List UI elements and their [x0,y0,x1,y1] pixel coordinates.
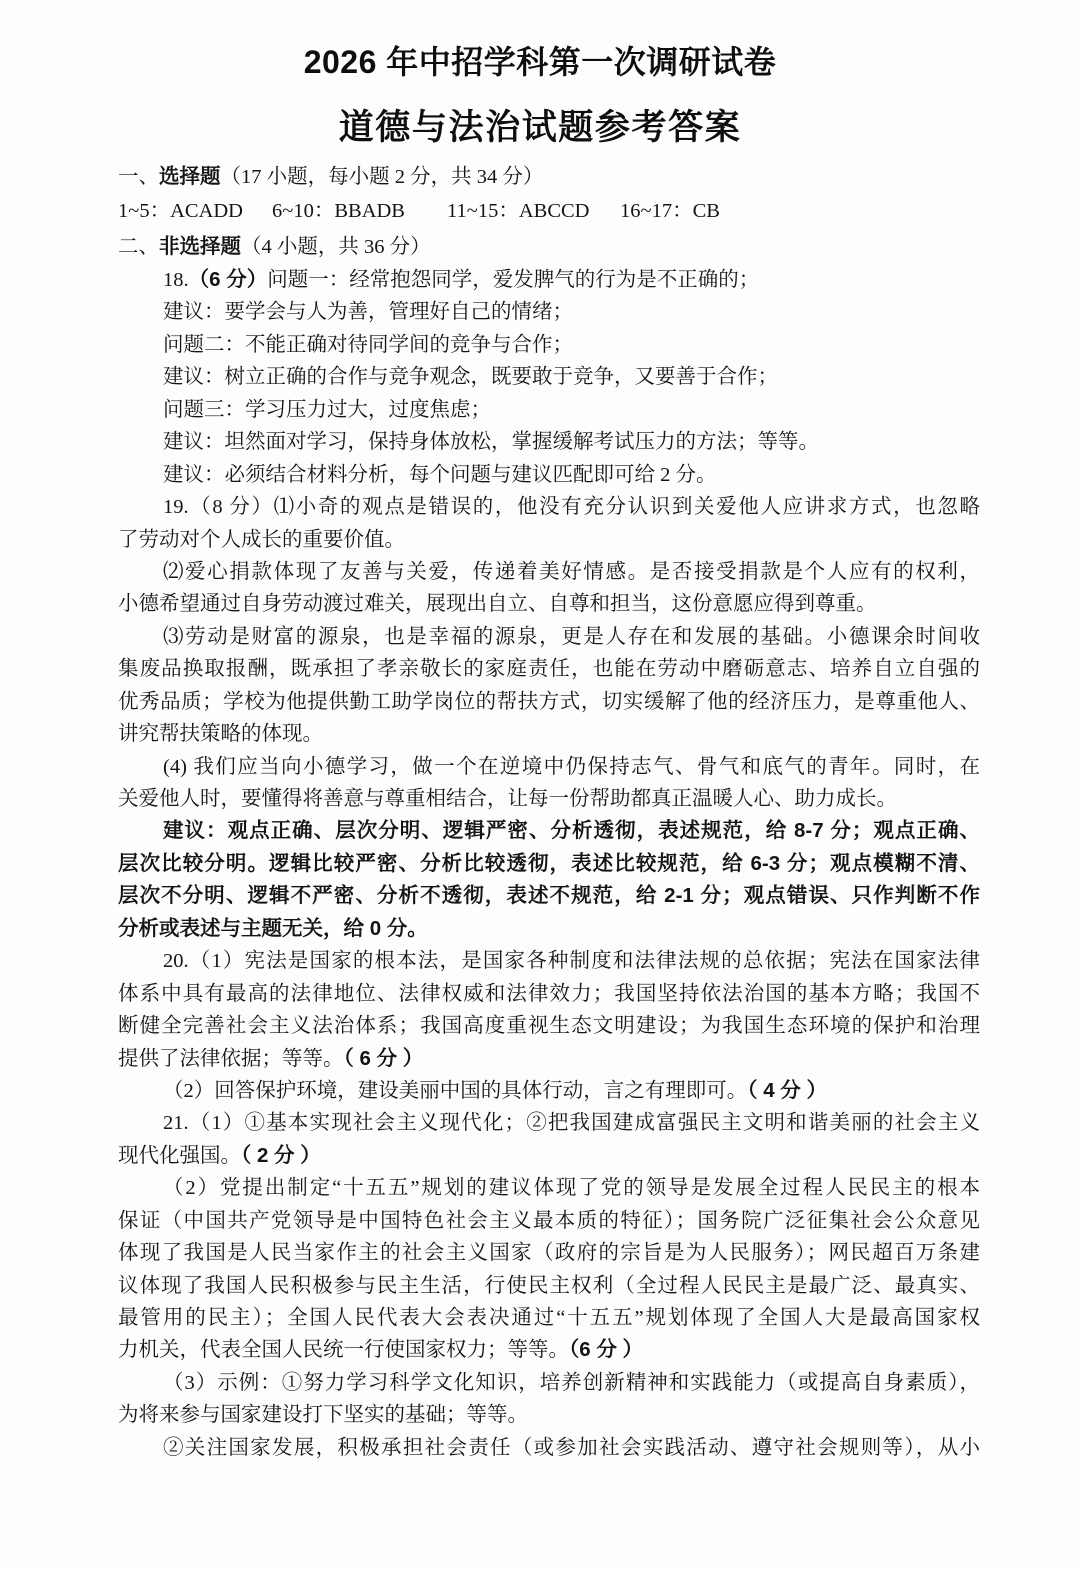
answer-range: 11~15： [447,200,519,222]
answer-line: 讲究帮扶策略的体现。 [118,723,323,746]
answer-text: 问题一：经常抱怨同学，爱发脾气的行为是不正确的； [267,269,760,291]
answer-range: 6~10： [272,200,335,222]
grading-criteria-line: 层次比较分明。逻辑比较严密、分析比较透彻，表述比较规范，给 6-3 分；观点模糊不清、 [118,851,980,875]
question-21 [118,1107,980,1464]
section-scoring: （17 小题，每小题 2 分，共 34 分） [220,166,544,188]
section-index: 二、 [118,236,159,258]
answer-keys: CB [692,200,720,222]
answer-line: ②关注国家发展，积极承担社会责任（或参加社会实践活动、遵守社会规则等），从小 [163,1436,980,1459]
answer-line: 建议：要学会与人为善，管理好自己的情绪； [163,301,573,324]
score-label: （ 4 分 ） [747,1078,827,1102]
answer-line: 最管用的民主）；全国人民代表大会表决通过“十五五”规划体现了全国人大是最高国家权 [118,1307,980,1329]
answer-line [118,1043,980,1075]
answer-line: 了劳动对个人成长的重要价值。 [118,528,405,551]
answer-group [620,194,720,229]
answer-line: 断健全完善社会主义法治体系；我国高度重视生态文明建设；为我国生态环境的保护和治理 [118,1015,980,1038]
grading-criteria-line: 分析或表述与主题无关，给 0 分。 [118,916,428,940]
section-heading-non-choice [118,229,980,264]
answer-line: 议体现了我国人民积极参与民主生活，行使民主权利（全过程人民民主是最广泛、最真实、 [118,1274,980,1297]
answer-line: 建议：树立正确的合作与竞争观念，既要敢于竞争，又要善于合作； [163,366,778,389]
answer-line: 保证（中国共产党领导是中国特色社会主义最本质的特征）；国务院广泛征集社会公众意见 [118,1209,980,1232]
question-20 [118,945,980,1107]
question-19 [118,491,980,945]
answer-line: 建议：必须结合材料分析，每个问题与建议匹配即可给 2 分。 [163,463,717,486]
answer-line: （3）示例：①努力学习科学文化知识，培养创新精神和实践能力（或提高自身素质）， [163,1371,980,1394]
answer-line: 为将来参与国家建设打下坚实的基础；等等。 [118,1404,528,1427]
answer-line: 问题二：不能正确对待同学间的竞争与合作； [163,333,573,356]
question-number: 18. [163,269,189,291]
answer-line [118,1075,980,1107]
section-heading-choice [118,159,980,194]
answer-keys: ABCCD [518,200,590,222]
answer-keys: ACADD [170,200,243,222]
answer-text: 现代化强国。 [118,1144,241,1167]
section-index: 一、 [118,166,159,188]
answer-group [447,194,589,229]
answer-line: 20.（1）宪法是国家的根本法，是国家各种制度和法律法规的总依据；宪法在国家法律 [163,950,980,973]
answer-line [118,1140,980,1172]
answer-range: 16~17： [620,200,693,222]
answer-line: 集废品换取报酬，既承担了孝亲敬长的家庭责任，也能在劳动中磨砺意志、培养自立自强的 [118,658,980,681]
score-label: （ 2 分 ） [241,1143,321,1167]
section-name: 非选择题 [159,235,241,258]
answer-line: ⑶劳动是财富的源泉，也是幸福的源泉，更是人存在和发展的基础。小德课余时间收 [163,625,980,648]
grading-criteria-line: 层次不分明、逻辑不严密、分析不透彻，表述不规范，给 2-1 分；观点错误、只作判断不作 [118,884,980,908]
section-name: 选择题 [159,165,221,188]
score-label: （ 6 分 ） [343,1046,424,1070]
choice-answer-row [118,194,980,229]
answer-text: （2）回答保护环境，建设美丽中国的具体行动，言之有理即可。 [163,1079,748,1102]
answer-keys: BBADB [334,200,405,222]
score-label: （6 分 ） [569,1338,644,1362]
answer-line: （2）党提出制定“十五五”规划的建议体现了党的领导是发展全过程人民民主的根本 [163,1177,980,1200]
answer-key-body [118,159,980,1464]
question-18 [118,264,980,491]
answer-line: 小德希望通过自身劳动渡过难关，展现出自立、自尊和担当，这份意愿应得到尊重。 [118,593,877,616]
answer-line: 体现了我国是人民当家作主的社会主义国家（政府的宗旨是为人民服务）；网民超百万条建 [118,1242,980,1265]
answer-text: 提供了法律依据；等等。 [118,1047,344,1070]
answer-range: 1~5： [118,200,171,222]
answer-line [118,264,980,296]
answer-group [272,194,405,229]
answer-line [118,1334,980,1366]
answer-line: 19.（8 分）⑴小奇的观点是错误的，他没有充分认识到关爱他人应讲求方式，也忽略 [163,496,980,519]
answer-key-title: 道德与法治试题参考答案 [338,108,742,147]
grading-criteria-line: 建议：观点正确、层次分明、逻辑严密、分析透彻，表述规范，给 8-7 分；观点正确、 [163,819,980,843]
answer-line: 优秀品质；学校为他提供勤工助学岗位的帮扶方式，切实缓解了他的经济压力，是尊重他人、 [118,690,980,713]
answer-group [118,194,243,229]
answer-line: 问题三：学习压力过大，过度焦虑； [163,398,491,421]
answer-line: 21.（1）①基本实现社会主义现代化；②把我国建成富强民主文明和谐美丽的社会主义 [163,1112,980,1135]
answer-line: (4) 我们应当向小德学习，做一个在逆境中仍保持志气、骨气和底气的青年。同时，在 [163,755,980,778]
exam-title: 2026 年中招学科第一次调研试卷 [303,44,777,80]
section-scoring: （4 小题，共 36 分） [241,236,431,258]
answer-line: 体系中具有最高的法律地位、法律权威和法律效力；我国坚持依法治国的基本方略；我国不 [118,982,980,1005]
answer-line: 建议：坦然面对学习，保持身体放松，掌握缓解考试压力的方法；等等。 [163,431,819,454]
answer-line: ⑵爱心捐款体现了友善与关爱，传递着美好情感。是否接受捐款是个人应有的权利， [163,560,980,583]
answer-line: 关爱他人时，要懂得将善意与尊重相结合，让每一份帮助都真正温暖人心、助力成长。 [118,788,897,810]
answer-text: 力机关，代表全国人民统一行使国家权力；等等。 [118,1339,569,1362]
score-label: （6 分） [188,268,268,291]
